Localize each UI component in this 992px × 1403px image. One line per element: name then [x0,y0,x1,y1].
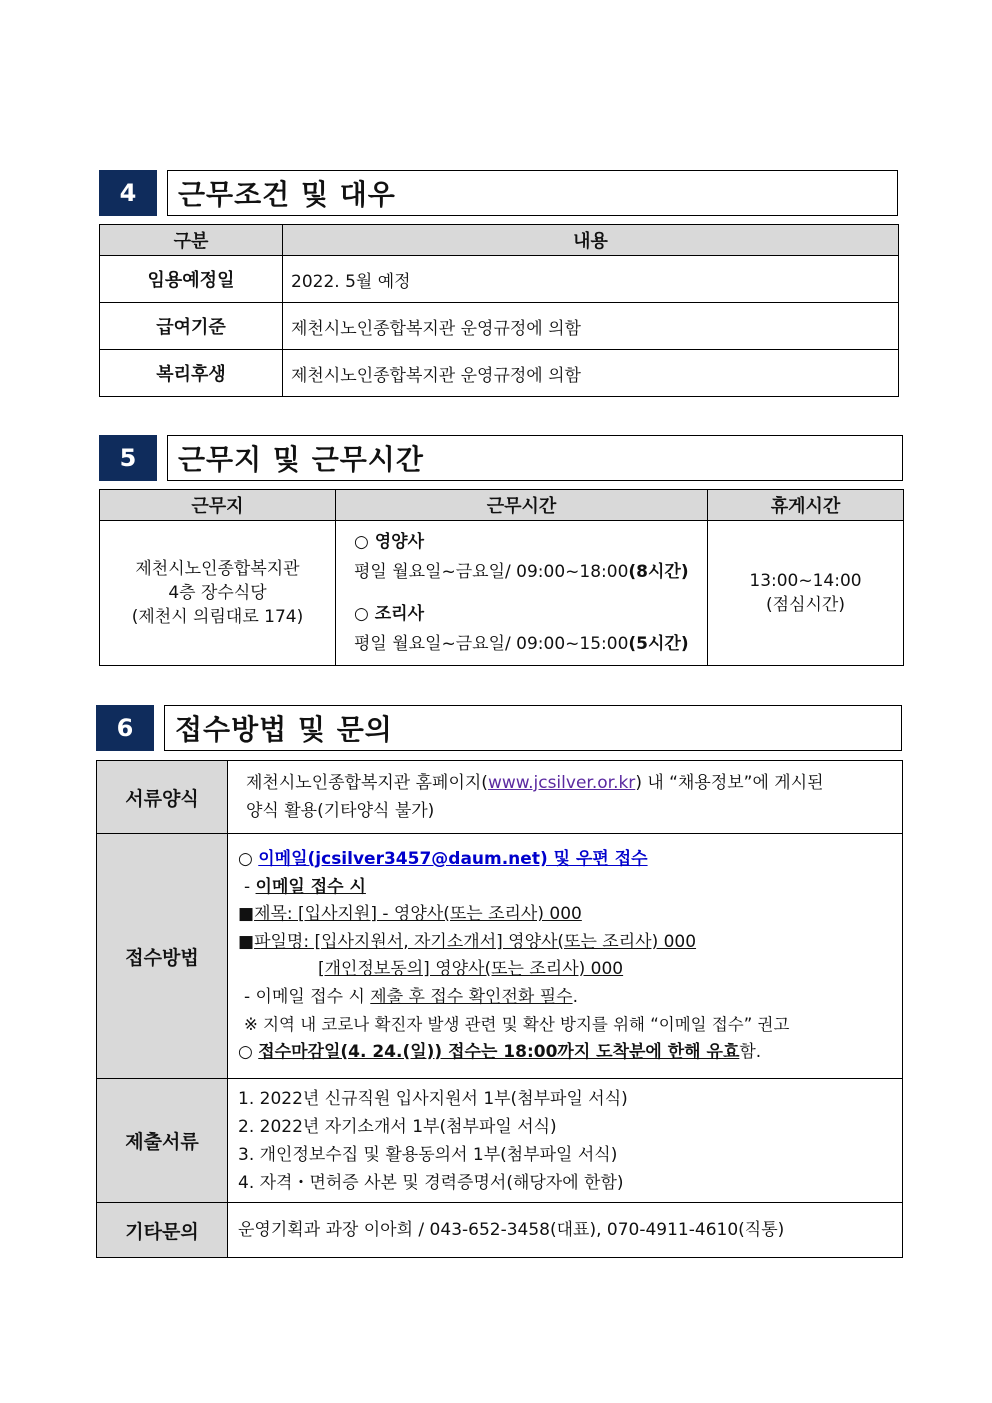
subject-text: 제목: [입사지원] - 영양사(또는 조리사) 000 [254,904,582,924]
square-bullet: ■ [238,904,255,924]
inquiry-value: 운영기획과 과장 이아희 / 043-652-3458(대표), 070-4911-4610(직통) [228,1203,903,1258]
table-row [100,350,899,397]
table-row [100,303,899,350]
row-label: 서류양식 [97,761,228,834]
break-time [708,521,904,666]
place-floor: 4층 장수식당 [168,583,267,603]
method-deadline [238,1039,894,1067]
row-value: 2022. 5월 예정 [283,256,899,303]
method-email-sub [238,874,894,902]
method-filename [238,929,894,957]
work-hours-table [99,489,904,666]
call-text: . [572,986,578,1007]
section-title: 접수방법 및 문의 [164,705,902,751]
row-label: 복리후생 [100,350,283,397]
circle-bullet: ○ [238,1041,259,1062]
work-hours [336,521,708,666]
list-item: 1. 2022년 신규직원 입사지원서 1부(첨부파일 서식) [238,1088,628,1109]
submit-list [228,1079,903,1203]
filename-text: 파일명: [입사지원서, 자기소개서] 영양사(또는 조리사) 000 [254,931,697,952]
section-5-header [99,435,903,481]
method-subject [238,901,894,929]
row-label: 제출서류 [97,1079,228,1203]
col-header-time: 근무시간 [336,490,708,521]
role-cook: ○ 조리사 [354,604,425,624]
break-note: (점심시간) [766,595,845,615]
section-title: 근무조건 및 대우 [167,170,898,216]
method-value [228,834,903,1079]
method-filename-2 [238,956,894,984]
table-row [100,521,904,666]
hours-cook [354,629,697,659]
row-label: 접수방법 [97,834,228,1079]
section-number: 5 [99,435,157,481]
docs-text: ) 내 “채용정보”에 게시된 [635,773,824,793]
place-address: (제천시 의림대로 174) [131,607,304,627]
filename-text-2: [개인정보동의] 영양사(또는 조리사) 000 [318,959,624,979]
col-header-break: 휴게시간 [708,490,904,521]
call-required: 제출 후 접수 확인전화 필수 [370,986,573,1007]
table-row [97,1203,903,1258]
method-call [238,984,894,1012]
hours-total: (5시간) [628,634,689,654]
place-name: 제천시노인종합복지관 [135,559,300,579]
docs-value [228,761,903,834]
table-row [97,1079,903,1203]
list-item: 4. 자격・면허증 사본 및 경력증명서(해당자에 한함) [238,1172,624,1193]
email-sub-text: 이메일 접수 시 [255,876,366,897]
application-table [96,760,903,1258]
email-text: 이메일(jcsilver3457@daum.net) 및 우편 접수 [258,849,648,869]
row-value: 제천시노인종합복지관 운영규정에 의함 [283,303,899,350]
circle-bullet: ○ [238,849,259,869]
list-item: 3. 개인정보수집 및 활용동의서 1부(첨부파일 서식) [238,1144,618,1165]
break-hours: 13:00~14:00 [749,571,862,591]
call-text: - 이메일 접수 시 [244,986,371,1007]
docs-text: 제천시노인종합복지관 홈페이지( [246,773,488,793]
hours-nutritionist [354,557,697,587]
list-item: 2. 2022년 자기소개서 1부(첨부파일 서식) [238,1116,557,1137]
docs-line-2: 양식 활용(기타양식 불가) [246,801,435,821]
table-row [97,834,903,1079]
method-note: ※ 지역 내 코로나 확진자 발생 관련 및 확산 방지를 위해 “이메일 접수” 권고 [244,1015,790,1034]
col-header-content: 내용 [283,225,899,256]
work-conditions-table [99,224,899,397]
docs-line-1 [246,769,892,797]
col-header-place: 근무지 [100,490,336,521]
square-bullet: ■ [238,931,255,952]
section-6-header [96,705,902,751]
deadline-suffix: 함. [739,1041,762,1062]
section-4-header [99,170,898,216]
row-label: 임용예정일 [100,256,283,303]
homepage-link[interactable]: www.jcsilver.or.kr [487,773,636,793]
section-number: 6 [96,705,154,751]
col-header-gubun: 구분 [100,225,283,256]
section-title: 근무지 및 근무시간 [167,435,903,481]
deadline-text: 접수마감일(4. 24.(일)) 접수는 18:00까지 도착분에 한해 유효 [258,1041,740,1062]
row-label: 급여기준 [100,303,283,350]
row-value: 제천시노인종합복지관 운영규정에 의함 [283,350,899,397]
section-number: 4 [99,170,157,216]
table-row [100,256,899,303]
table-row [97,761,903,834]
role-nutritionist: ○ 영양사 [354,532,425,552]
dash-bullet: - [244,876,256,897]
hours-total: (8시간) [628,562,689,582]
hours-text: 평일 월요일~금요일/ 09:00~15:00 [354,634,629,654]
hours-text: 평일 월요일~금요일/ 09:00~18:00 [354,562,629,582]
work-place [100,521,336,666]
method-email [238,846,894,874]
row-label: 기타문의 [97,1203,228,1258]
